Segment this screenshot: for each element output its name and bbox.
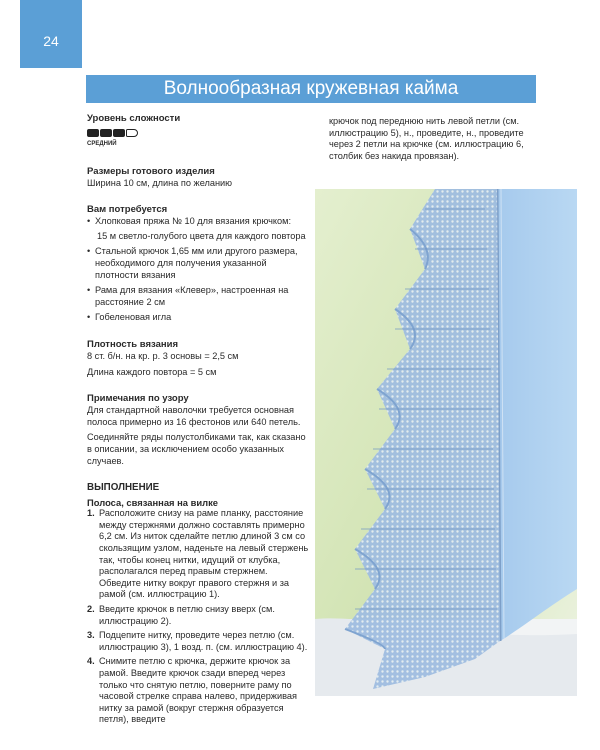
difficulty-block <box>87 129 99 137</box>
size-section <box>87 166 309 190</box>
step-item <box>87 630 309 653</box>
step-number: 4. <box>87 656 95 667</box>
page-title: Волнообразная кружевная кайма <box>86 75 536 103</box>
notes-paragraph: Соединяйте ряды полустолбиками так, как сказано в описании, за исключением особо указанных случаев. <box>87 432 306 466</box>
lace-pillowcase-image <box>315 189 577 696</box>
materials-list <box>87 246 309 324</box>
materials-heading: Вам потребуется <box>87 204 168 216</box>
difficulty-block <box>113 129 125 137</box>
size-heading: Размеры готового изделия <box>87 165 215 177</box>
materials-section <box>87 204 309 324</box>
step-number: 3. <box>87 630 95 641</box>
step-number: 2. <box>87 604 95 615</box>
step-text: Введите крючок в петлю снизу вверх (см. иллюстрацию 2). <box>99 604 275 626</box>
difficulty-section <box>87 113 309 151</box>
difficulty-meter-icon <box>87 129 309 137</box>
step-item <box>87 656 309 726</box>
gauge-line: 8 ст. б/н. на кр. р. 3 основы = 2,5 см <box>87 350 239 361</box>
continuation-text: крючок под переднюю нить левой петли (см. иллюстрацию 5), н., проведите, н., проведите через 2 петли на крючке (см. иллюстрацию 6, столбик без накида провязан). <box>329 116 524 161</box>
notes-paragraph: Для стандартной наволочки требуется основная полоса примерно из 16 фестонов или 640 петель. <box>87 405 301 427</box>
gauge-line: Длина каждого повтора = 5 см <box>87 366 217 377</box>
execution-subheading: Полоса, связанная на вилке <box>87 496 218 508</box>
page-number: 24 <box>43 33 59 49</box>
gauge-heading: Плотность вязания <box>87 338 179 350</box>
execution-section <box>87 482 309 726</box>
difficulty-block <box>126 129 138 137</box>
difficulty-block <box>100 129 112 137</box>
gauge-section <box>87 339 309 378</box>
list-item: • Гобеленовая игла <box>87 312 309 324</box>
step-item <box>87 604 309 627</box>
steps-list <box>87 508 309 726</box>
materials-list <box>87 216 309 228</box>
execution-heading: ВЫПОЛНЕНИЕ <box>87 482 160 494</box>
page-number-tab <box>20 0 82 68</box>
difficulty-level-label: СРЕДНИЙ <box>87 141 117 147</box>
step-text: Расположите снизу на раме планку, расстояние между стержнями должно составлять примерно 6,2 см. Из ниток сделайте петлю длиной 3 см со скользящим узлом, наденьте на левый стержень так, чтобы конец нитки, идущий от клубка, располагался перед правым стержнем. Обведите нитку вокруг правого стержня и за рамой (см. иллюстрацию 1). <box>99 508 309 600</box>
step-text: Снимите петлю с крючка, держите крючок за рамой. Введите крючок сзади вперед через только что снятую петлю, поверните раму по часовой стрелке справа налево, придерживая нитку за рамой (вокруг стержня образуется петля), введите <box>99 656 297 725</box>
difficulty-heading: Уровень сложности <box>87 113 181 124</box>
list-item: • Стальной крючок 1,65 мм или другого размера, необходимого для получения указанной плотности вязания <box>87 246 309 281</box>
list-item: • Рама для вязания «Клевер», настроенная на расстояние 2 см <box>87 285 309 308</box>
left-column <box>87 113 309 729</box>
step-item <box>87 508 309 601</box>
yarn-amount: 15 м светло-голубого цвета для каждого повтора <box>97 230 306 241</box>
lace-edging-photo <box>315 189 577 696</box>
step-number: 1. <box>87 508 95 519</box>
size-text: Ширина 10 см, длина по желанию <box>87 177 233 188</box>
notes-heading: Примечания по узору <box>87 393 189 405</box>
list-item: • Хлопковая пряжа № 10 для вязания крючком: <box>87 216 309 228</box>
notes-section <box>87 393 309 467</box>
step-text: Подцепите нитку, проведите через петлю (см. иллюстрацию 3), 1 возд. п. (см. иллюстрацию 4). <box>99 630 308 652</box>
